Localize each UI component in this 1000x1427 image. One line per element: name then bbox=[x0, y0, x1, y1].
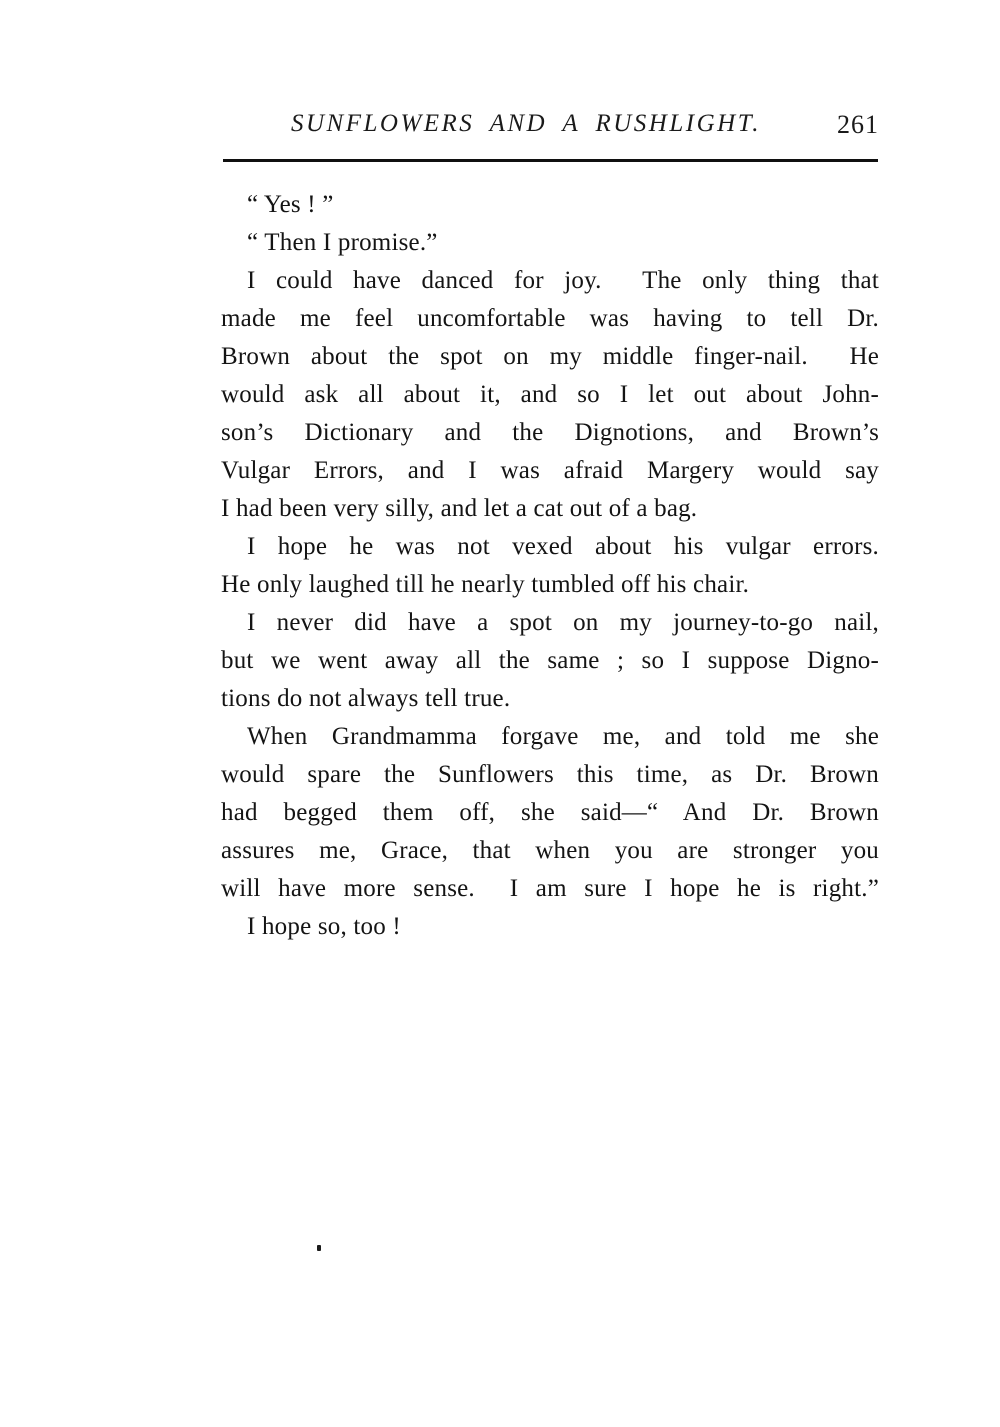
text-line: “ Then I promise.” bbox=[247, 229, 438, 256]
text-line: tions do not always tell true. bbox=[221, 685, 511, 712]
body-text bbox=[221, 186, 879, 946]
text-line: but we went away all the same ; so I suppose Digno- bbox=[221, 647, 879, 674]
text-line: I had been very silly, and let a cat out of a bag. bbox=[221, 495, 698, 522]
text-line: “ Yes ! ” bbox=[247, 191, 334, 218]
text-line: would spare the Sunflowers this time, as Dr. Brown bbox=[221, 761, 879, 788]
text-line: assures me, Grace, that when you are stronger you bbox=[221, 837, 879, 864]
text-line: made me feel uncomfortable was having to tell Dr. bbox=[221, 305, 879, 332]
text-line: I hope he was not vexed about his vulgar errors. bbox=[247, 533, 879, 560]
text-line: When Grandmamma forgave me, and told me she bbox=[247, 723, 879, 750]
text-line: He only laughed till he nearly tumbled off his chair. bbox=[221, 571, 750, 598]
running-header bbox=[221, 110, 879, 144]
text-line: would ask all about it, and so I let out about John- bbox=[221, 381, 879, 408]
header-rule bbox=[223, 159, 878, 162]
text-line: Brown about the spot on my middle finger-nail. He bbox=[221, 343, 879, 370]
text-line: Vulgar Errors, and I was afraid Margery would say bbox=[221, 457, 879, 484]
page-number: 261 bbox=[837, 110, 879, 139]
text-line: I never did have a spot on my journey-to-go nail, bbox=[247, 609, 879, 636]
ink-speck bbox=[317, 1245, 321, 1251]
page-title: SUNFLOWERS AND A RUSHLIGHT. bbox=[290, 110, 761, 137]
text-line: will have more sense. I am sure I hope he is right.” bbox=[221, 875, 879, 902]
text-line: I could have danced for joy. The only thing that bbox=[247, 267, 879, 294]
text-line: had begged them off, she said—“ And Dr. Brown bbox=[221, 799, 879, 826]
text-line: I hope so, too ! bbox=[247, 913, 401, 940]
text-line: son’s Dictionary and the Dignotions, and Brown’s bbox=[221, 419, 879, 446]
